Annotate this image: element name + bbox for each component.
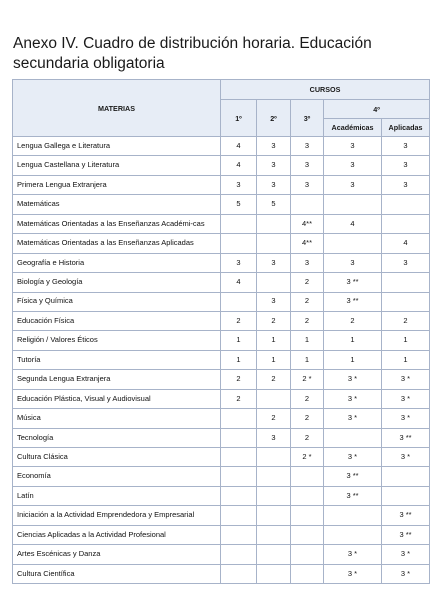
table-row xyxy=(13,389,430,408)
table-cell-year-2: 3 xyxy=(257,137,291,156)
table-cell-year-2: 3 xyxy=(257,428,291,447)
table-cell-academicas: 3 ** xyxy=(324,486,382,505)
table-cell-year-2 xyxy=(257,506,291,525)
header-cursos: CURSOS xyxy=(221,80,430,100)
table-cell-aplicadas: 3 xyxy=(382,156,430,175)
table-body xyxy=(13,137,430,584)
table-cell-year-2 xyxy=(257,467,291,486)
table-row xyxy=(13,428,430,447)
table-cell-subject: Cultura Clásica xyxy=(13,448,221,467)
table-cell-year-2: 2 xyxy=(257,311,291,330)
table-cell-subject: Matemáticas xyxy=(13,195,221,214)
table-cell-year-2: 2 xyxy=(257,409,291,428)
table-cell-year-1 xyxy=(221,448,257,467)
table-cell-subject: Religión / Valores Éticos xyxy=(13,331,221,350)
table-cell-subject: Física y Química xyxy=(13,292,221,311)
table-cell-aplicadas: 1 xyxy=(382,331,430,350)
table-cell-aplicadas xyxy=(382,273,430,292)
table-cell-academicas xyxy=(324,506,382,525)
table-cell-year-3: 2 xyxy=(291,292,324,311)
table-cell-subject: Educación Plástica, Visual y Audiovisual xyxy=(13,389,221,408)
table-cell-year-1: 2 xyxy=(221,311,257,330)
table-cell-academicas: 3 * xyxy=(324,564,382,583)
table-cell-aplicadas xyxy=(382,467,430,486)
table-row xyxy=(13,506,430,525)
table-cell-year-2 xyxy=(257,214,291,233)
table-cell-year-2 xyxy=(257,448,291,467)
table-cell-year-2 xyxy=(257,234,291,253)
table-row xyxy=(13,467,430,486)
table-cell-subject: Biología y Geología xyxy=(13,273,221,292)
table-cell-aplicadas: 3 * xyxy=(382,409,430,428)
table-cell-year-1: 5 xyxy=(221,195,257,214)
table-cell-aplicadas: 1 xyxy=(382,350,430,369)
table-cell-year-3: 2 xyxy=(291,273,324,292)
table-cell-academicas xyxy=(324,195,382,214)
table-cell-aplicadas: 2 xyxy=(382,311,430,330)
table-cell-academicas: 3 ** xyxy=(324,292,382,311)
header-materias: MATERIAS xyxy=(13,80,221,137)
table-row xyxy=(13,292,430,311)
table-cell-academicas: 3 * xyxy=(324,370,382,389)
table-cell-aplicadas: 3 xyxy=(382,137,430,156)
table-cell-year-2: 1 xyxy=(257,331,291,350)
table-cell-year-3 xyxy=(291,195,324,214)
table-row xyxy=(13,409,430,428)
table-cell-year-1: 2 xyxy=(221,370,257,389)
table-cell-year-3: 4** xyxy=(291,234,324,253)
table-cell-aplicadas: 3 * xyxy=(382,389,430,408)
table-row xyxy=(13,350,430,369)
table-cell-year-2 xyxy=(257,545,291,564)
table-cell-academicas xyxy=(324,525,382,544)
table-cell-year-2: 3 xyxy=(257,253,291,272)
table-cell-year-1 xyxy=(221,506,257,525)
timetable-table xyxy=(12,79,430,584)
table-cell-year-3 xyxy=(291,564,324,583)
table-cell-subject: Ciencias Aplicadas a la Actividad Profesional xyxy=(13,525,221,544)
table-cell-year-2: 3 xyxy=(257,175,291,194)
table-row xyxy=(13,195,430,214)
table-cell-academicas: 3 ** xyxy=(324,467,382,486)
header-aplicadas: Aplicadas xyxy=(382,119,430,137)
table-cell-year-2: 3 xyxy=(257,292,291,311)
table-cell-academicas: 3 xyxy=(324,175,382,194)
table-cell-year-1: 4 xyxy=(221,273,257,292)
table-row xyxy=(13,545,430,564)
table-cell-year-3: 3 xyxy=(291,137,324,156)
table-cell-aplicadas: 4 xyxy=(382,234,430,253)
table-cell-year-1: 1 xyxy=(221,350,257,369)
table-cell-aplicadas: 3 * xyxy=(382,545,430,564)
table-cell-academicas: 3 ** xyxy=(324,273,382,292)
table-cell-academicas: 3 * xyxy=(324,409,382,428)
table-row xyxy=(13,525,430,544)
table-cell-year-1: 4 xyxy=(221,156,257,175)
table-cell-year-1: 2 xyxy=(221,389,257,408)
table-cell-year-1: 3 xyxy=(221,175,257,194)
table-row xyxy=(13,273,430,292)
header-academicas: Académicas xyxy=(324,119,382,137)
table-cell-year-1 xyxy=(221,486,257,505)
table-cell-subject: Tutoría xyxy=(13,350,221,369)
table-cell-year-1 xyxy=(221,564,257,583)
table-cell-year-3: 2 * xyxy=(291,448,324,467)
table-cell-year-3: 2 xyxy=(291,389,324,408)
table-cell-year-2: 1 xyxy=(257,350,291,369)
table-cell-year-1 xyxy=(221,234,257,253)
table-cell-aplicadas xyxy=(382,292,430,311)
table-cell-year-3: 1 xyxy=(291,350,324,369)
table-cell-subject: Geografía e Historia xyxy=(13,253,221,272)
table-cell-year-2 xyxy=(257,273,291,292)
table-cell-aplicadas: 3 ** xyxy=(382,525,430,544)
table-cell-year-3 xyxy=(291,486,324,505)
table-row xyxy=(13,137,430,156)
table-cell-year-3: 3 xyxy=(291,156,324,175)
table-cell-subject: Segunda Lengua Extranjera xyxy=(13,370,221,389)
table-cell-year-1 xyxy=(221,409,257,428)
table-row xyxy=(13,370,430,389)
table-row xyxy=(13,253,430,272)
table-cell-academicas: 3 * xyxy=(324,545,382,564)
table-cell-year-3 xyxy=(291,506,324,525)
table-cell-year-1: 3 xyxy=(221,253,257,272)
table-cell-year-3: 2 xyxy=(291,311,324,330)
table-cell-year-3: 4** xyxy=(291,214,324,233)
table-cell-academicas: 4 xyxy=(324,214,382,233)
table-cell-academicas xyxy=(324,428,382,447)
table-cell-aplicadas: 3 * xyxy=(382,564,430,583)
table-cell-subject: Cultura Científica xyxy=(13,564,221,583)
table-row xyxy=(13,175,430,194)
table-cell-aplicadas: 3 * xyxy=(382,448,430,467)
table-row xyxy=(13,214,430,233)
table-cell-academicas: 1 xyxy=(324,331,382,350)
table-cell-academicas: 3 xyxy=(324,137,382,156)
table-cell-aplicadas: 3 ** xyxy=(382,506,430,525)
table-cell-subject: Artes Escénicas y Danza xyxy=(13,545,221,564)
table-cell-subject: Matemáticas Orientadas a las Enseñanzas Aplicadas xyxy=(13,234,221,253)
table-cell-academicas: 3 xyxy=(324,156,382,175)
table-cell-year-3: 3 xyxy=(291,253,324,272)
table-row xyxy=(13,156,430,175)
table-cell-year-3: 1 xyxy=(291,331,324,350)
table-cell-year-3: 2 xyxy=(291,428,324,447)
table-row xyxy=(13,486,430,505)
header-year-3: 3º xyxy=(291,100,324,137)
table-cell-year-1 xyxy=(221,467,257,486)
table-cell-year-2: 5 xyxy=(257,195,291,214)
table-cell-academicas: 2 xyxy=(324,311,382,330)
table-row xyxy=(13,234,430,253)
table-cell-academicas: 1 xyxy=(324,350,382,369)
table-row xyxy=(13,564,430,583)
table-cell-academicas: 3 * xyxy=(324,389,382,408)
table-cell-year-3 xyxy=(291,467,324,486)
table-cell-subject: Iniciación a la Actividad Emprendedora y Empresarial xyxy=(13,506,221,525)
table-cell-subject: Primera Lengua Extranjera xyxy=(13,175,221,194)
table-cell-year-2: 3 xyxy=(257,156,291,175)
table-cell-academicas xyxy=(324,234,382,253)
table-cell-year-3 xyxy=(291,525,324,544)
table-cell-year-2: 2 xyxy=(257,370,291,389)
table-cell-subject: Lengua Castellana y Literatura xyxy=(13,156,221,175)
table-cell-subject: Música xyxy=(13,409,221,428)
document-title: Anexo IV. Cuadro de distribución horaria. Educación secundaria obligatoria xyxy=(13,35,372,72)
header-year-1: 1º xyxy=(221,100,257,137)
table-cell-year-2 xyxy=(257,389,291,408)
table-row xyxy=(13,311,430,330)
table-cell-aplicadas xyxy=(382,195,430,214)
table-cell-aplicadas: 3 * xyxy=(382,370,430,389)
header-year-2: 2º xyxy=(257,100,291,137)
table-cell-year-2 xyxy=(257,525,291,544)
table-cell-year-2 xyxy=(257,486,291,505)
table-row xyxy=(13,331,430,350)
table-cell-aplicadas: 3 xyxy=(382,253,430,272)
table-cell-subject: Tecnología xyxy=(13,428,221,447)
table-cell-year-1 xyxy=(221,428,257,447)
table-header xyxy=(13,80,430,137)
table-cell-subject: Educación Física xyxy=(13,311,221,330)
table-cell-year-3: 2 xyxy=(291,409,324,428)
table-cell-year-3 xyxy=(291,545,324,564)
table-cell-subject: Matemáticas Orientadas a las Enseñanzas Académi-cas xyxy=(13,214,221,233)
header-year-4: 4º xyxy=(324,100,430,119)
table-cell-year-1 xyxy=(221,214,257,233)
table-cell-aplicadas: 3 ** xyxy=(382,428,430,447)
table-row xyxy=(13,448,430,467)
table-cell-aplicadas: 3 xyxy=(382,175,430,194)
table-cell-year-1: 1 xyxy=(221,331,257,350)
table-cell-aplicadas xyxy=(382,486,430,505)
table-cell-academicas: 3 xyxy=(324,253,382,272)
table-cell-subject: Lengua Gallega e Literatura xyxy=(13,137,221,156)
table-cell-academicas: 3 * xyxy=(324,448,382,467)
table-cell-year-1 xyxy=(221,525,257,544)
table-cell-year-1 xyxy=(221,545,257,564)
table-cell-aplicadas xyxy=(382,214,430,233)
table-cell-year-1 xyxy=(221,292,257,311)
table-cell-year-3: 3 xyxy=(291,175,324,194)
table-cell-year-3: 2 * xyxy=(291,370,324,389)
table-cell-subject: Economía xyxy=(13,467,221,486)
table-cell-subject: Latín xyxy=(13,486,221,505)
table-cell-year-2 xyxy=(257,564,291,583)
table-cell-year-1: 4 xyxy=(221,137,257,156)
